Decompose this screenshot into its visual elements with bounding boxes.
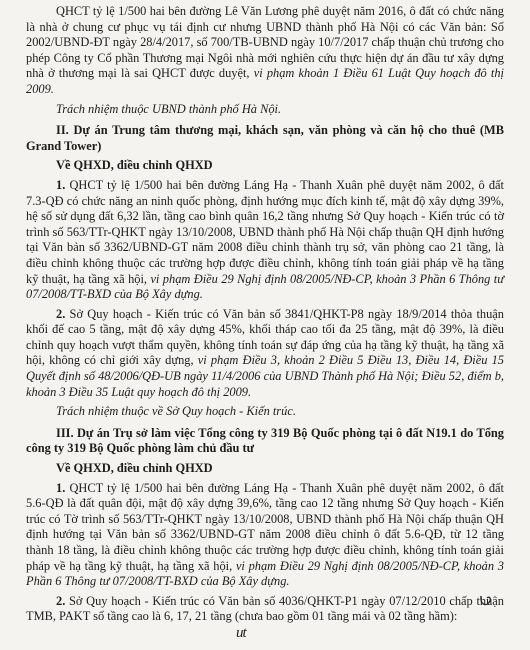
section-heading-2: II. Dự án Trung tâm thương mại, khách sạn, văn phòng và căn hộ cho thuê (MB Grand Tower) bbox=[26, 123, 504, 153]
legal-citation: vi phạm Điều 29 Nghị định 08/2005/NĐ-CP, khoản 3 Phần 6 Thông tư 07/2008/TT-BXD của Bộ Xây dựng. bbox=[26, 271, 504, 302]
page-signature: ut bbox=[236, 625, 246, 641]
responsibility-note-1: Trách nhiệm thuộc UBND thành phố Hà Nội. bbox=[56, 101, 282, 116]
paragraph-lvl-project: QHCT tỷ lệ 1/500 hai bên đường Lê Văn Lương phê duyệt năm 2016, ô đất có chức năng là nhà ở chung cư phục vụ tái định cư nhưng UBND thành phố Hà Nội có các Văn bản: Số 2002/UBND-ĐT ngày 28/4/2017, số 700/TB-UBND ngày 10/7/2017 chấp thuận chủ trương cho phép Công ty Cổ phần Thương mại Ngôi nhà mới nghiên cứu thực hiện dự án đầu tư xây dựng nhà ở thương mại là sai QHCT được duyệt, vi phạm khoản 1 Điều 61 Luật Quy hoạch đô thị 2009. bbox=[26, 4, 505, 96]
item-3-2: 2. Sở Quy hoạch - Kiến trúc có Văn bản số 4036/QHKT-P1 ngày 07/12/2010 chấp thuận TMB, PAKT số tầng cao là 6, 17, 21 tầng (chưa bao gồm 01 tầng mái và 02 tầng hầm): bbox=[26, 593, 504, 624]
legal-citation: vi phạm khoản 1 Điều 61 Luật Quy hoạch đô thị 2009. bbox=[26, 66, 505, 96]
item-2-2: 2. Sở Quy hoạch - Kiến trúc có Văn bản số 3841/QHKT-P8 ngày 18/9/2014 thỏa thuận khối đế cao 5 tầng, mật độ xây dựng 45%, khối tháp cao tối đa 25 tầng, mật độ 39%, là điều chỉnh quy hoạch vượt thẩm quyền, không tính toán sự đáp ứng của hạ tầng kỹ thuật, hạ tầng xã hội, không có chỉ giới xây dựng, vi phạm Điều 3, khoản 2 Điều 5 Điều 13, Điều 14, Điều 15 Quyết định số 48/2006/QĐ-UB ngày 11/4/2006 của UBND Thành phố Hà Nội; Điều 52, điểm b, khoản 3 Điều 35 Luật quy hoạch đô thị 2009. bbox=[26, 306, 504, 399]
item-2-1: 1. QHCT tỷ lệ 1/500 hai bên đường Láng Hạ - Thanh Xuân phê duyệt năm 2002, ô đất 7.3-QĐ có chức năng an ninh quốc phòng, định hướng mục đích kinh tế, mật độ xây dựng 39%, hệ số sử dụng đất 6,32 lần, tầng cao bình quân 16,2 tầng nhưng Sở Quy hoạch - Kiến trúc có tờ trình số 563/TTr-QHKT ngày 13/10/2008, UBND thành phố Hà Nội chấp thuận QH định hướng tại Văn bản số 3362/UBND-GT năm 2008 điều chỉnh thành trụ sở, văn phòng cao 21 tầng, là điều chỉnh không thuộc các trường hợp được điều chỉnh, không tính toán giải pháp về hạ tầng kỹ thuật, hạ tầng xã hội, vi phạm Điều 29 Nghị định 08/2005/NĐ-CP, khoản 3 Phần 6 Thông tư 07/2008/TT-BXD của Bộ Xây dựng. bbox=[26, 177, 504, 302]
responsibility-note-2: Trách nhiệm thuộc về Sở Quy hoạch - Kiến trúc. bbox=[56, 404, 296, 419]
subheading-2: Về QHXD, điều chỉnh QHXD bbox=[56, 158, 213, 173]
handwritten-mark-icon bbox=[478, 592, 496, 610]
subheading-3: Về QHXD, điều chỉnh QHXD bbox=[56, 461, 213, 476]
legal-citation: vi phạm Điều 29 Nghị định 08/2005/NĐ-CP, khoản 3 Phần 6 Thông tư 07/2008/TT-BXD của Bộ Xây dựng. bbox=[26, 558, 504, 589]
item-3-1: 1. QHCT tỷ lệ 1/500 hai bên đường Láng Hạ - Thanh Xuân phê duyệt năm 2002, ô đất 5.6-QĐ là đất quân đội, mật độ xây dựng 39,6%, tầng cao 12 tầng nhưng Sở Quy hoạch - Kiến trúc có Tờ trình số 563/TTr-QHKT ngày 13/10/2008, UBND thành phố Hà Nội chấp thuận QH định hướng tại Văn bản số 3362/UBND-GT năm 2008 điều chỉnh ô đất 5.6-QĐ, từ 12 tầng thành 18 tầng, là điều chỉnh không thuộc các trường hợp được điều chỉnh, không tính toán giải pháp về hạ tầng kỹ thuật, hạ tầng xã hội, vi phạm Điều 29 Nghị định 08/2005/NĐ-CP, khoản 3 Phần 6 Thông tư 07/2008/TT-BXD của Bộ Xây dựng. bbox=[26, 480, 504, 589]
section-heading-3: III. Dự án Trụ sở làm việc Tổng công ty 319 Bộ Quốc phòng tại ô đất N19.1 do Tổng công ty 319 Bộ Quốc phòng làm chủ đầu tư bbox=[26, 425, 504, 456]
legal-citation: vi phạm Điều 3, khoản 2 Điều 5 Điều 13, Điều 14, Điều 15 Quyết định số 48/2006/QĐ-UB ngày 11/4/2006 của UBND Thành phố Hà Nội; Điều 52, điểm b, khoản 3 Điều 35 Luật quy hoạch đô thị 2009. bbox=[26, 353, 504, 399]
